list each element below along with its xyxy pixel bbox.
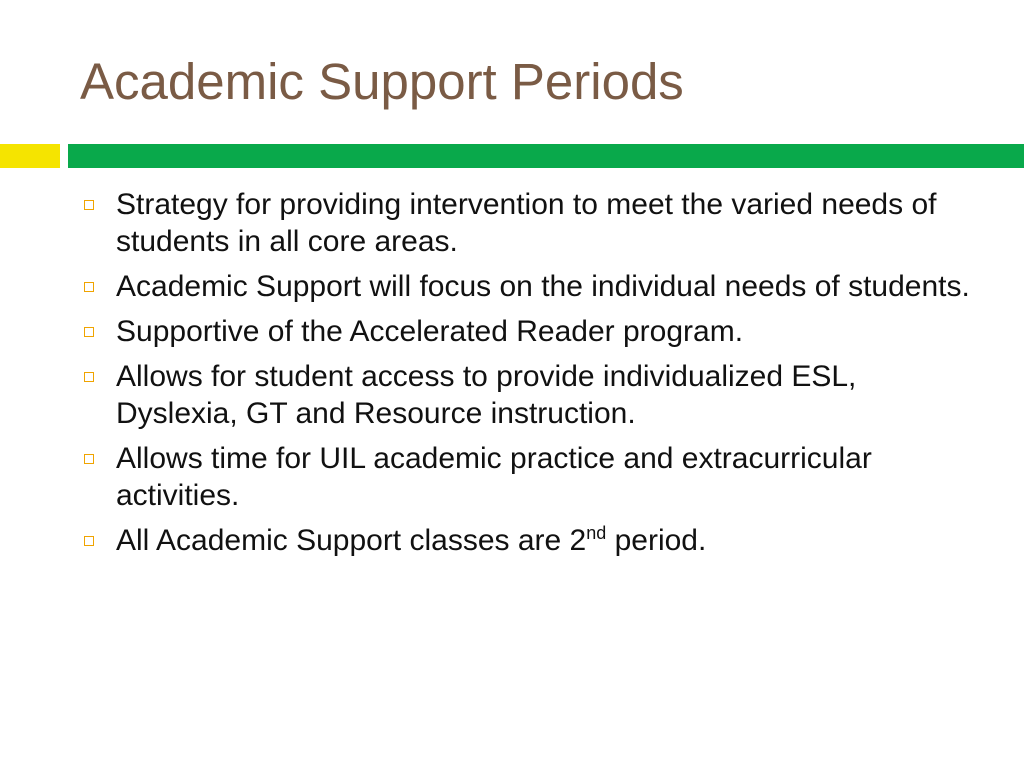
square-bullet-icon (84, 454, 94, 464)
bullet-item (80, 440, 980, 514)
accent-bar-yellow (0, 144, 60, 168)
bullet-text: Academic Support will focus on the individual needs of students. (116, 270, 970, 303)
bullet-item (80, 268, 980, 305)
bullet-text: Allows for student access to provide individualized ESL, Dyslexia, GT and Resource instruction. (116, 360, 857, 430)
bullet-list (80, 186, 980, 567)
square-bullet-icon (84, 372, 94, 382)
bullet-item (80, 522, 980, 559)
bullet-item (80, 313, 980, 350)
bullet-text: Allows time for UIL academic practice and extracurricular activities. (116, 442, 872, 512)
accent-bar-green (68, 144, 1024, 168)
square-bullet-icon (84, 536, 94, 546)
bullet-text-after-superscript: period. (606, 524, 707, 557)
bullet-text: Supportive of the Accelerated Reader program. (116, 315, 744, 348)
square-bullet-icon (84, 200, 94, 210)
bullet-text: Strategy for providing intervention to meet the varied needs of students in all core areas. (116, 188, 937, 258)
bullet-item (80, 186, 980, 260)
square-bullet-icon (84, 327, 94, 337)
bullet-item (80, 358, 980, 432)
square-bullet-icon (84, 282, 94, 292)
bullet-text-before-superscript: All Academic Support classes are 2 (116, 524, 587, 557)
ordinal-superscript: nd (586, 523, 607, 543)
slide-title: Academic Support Periods (80, 53, 684, 110)
